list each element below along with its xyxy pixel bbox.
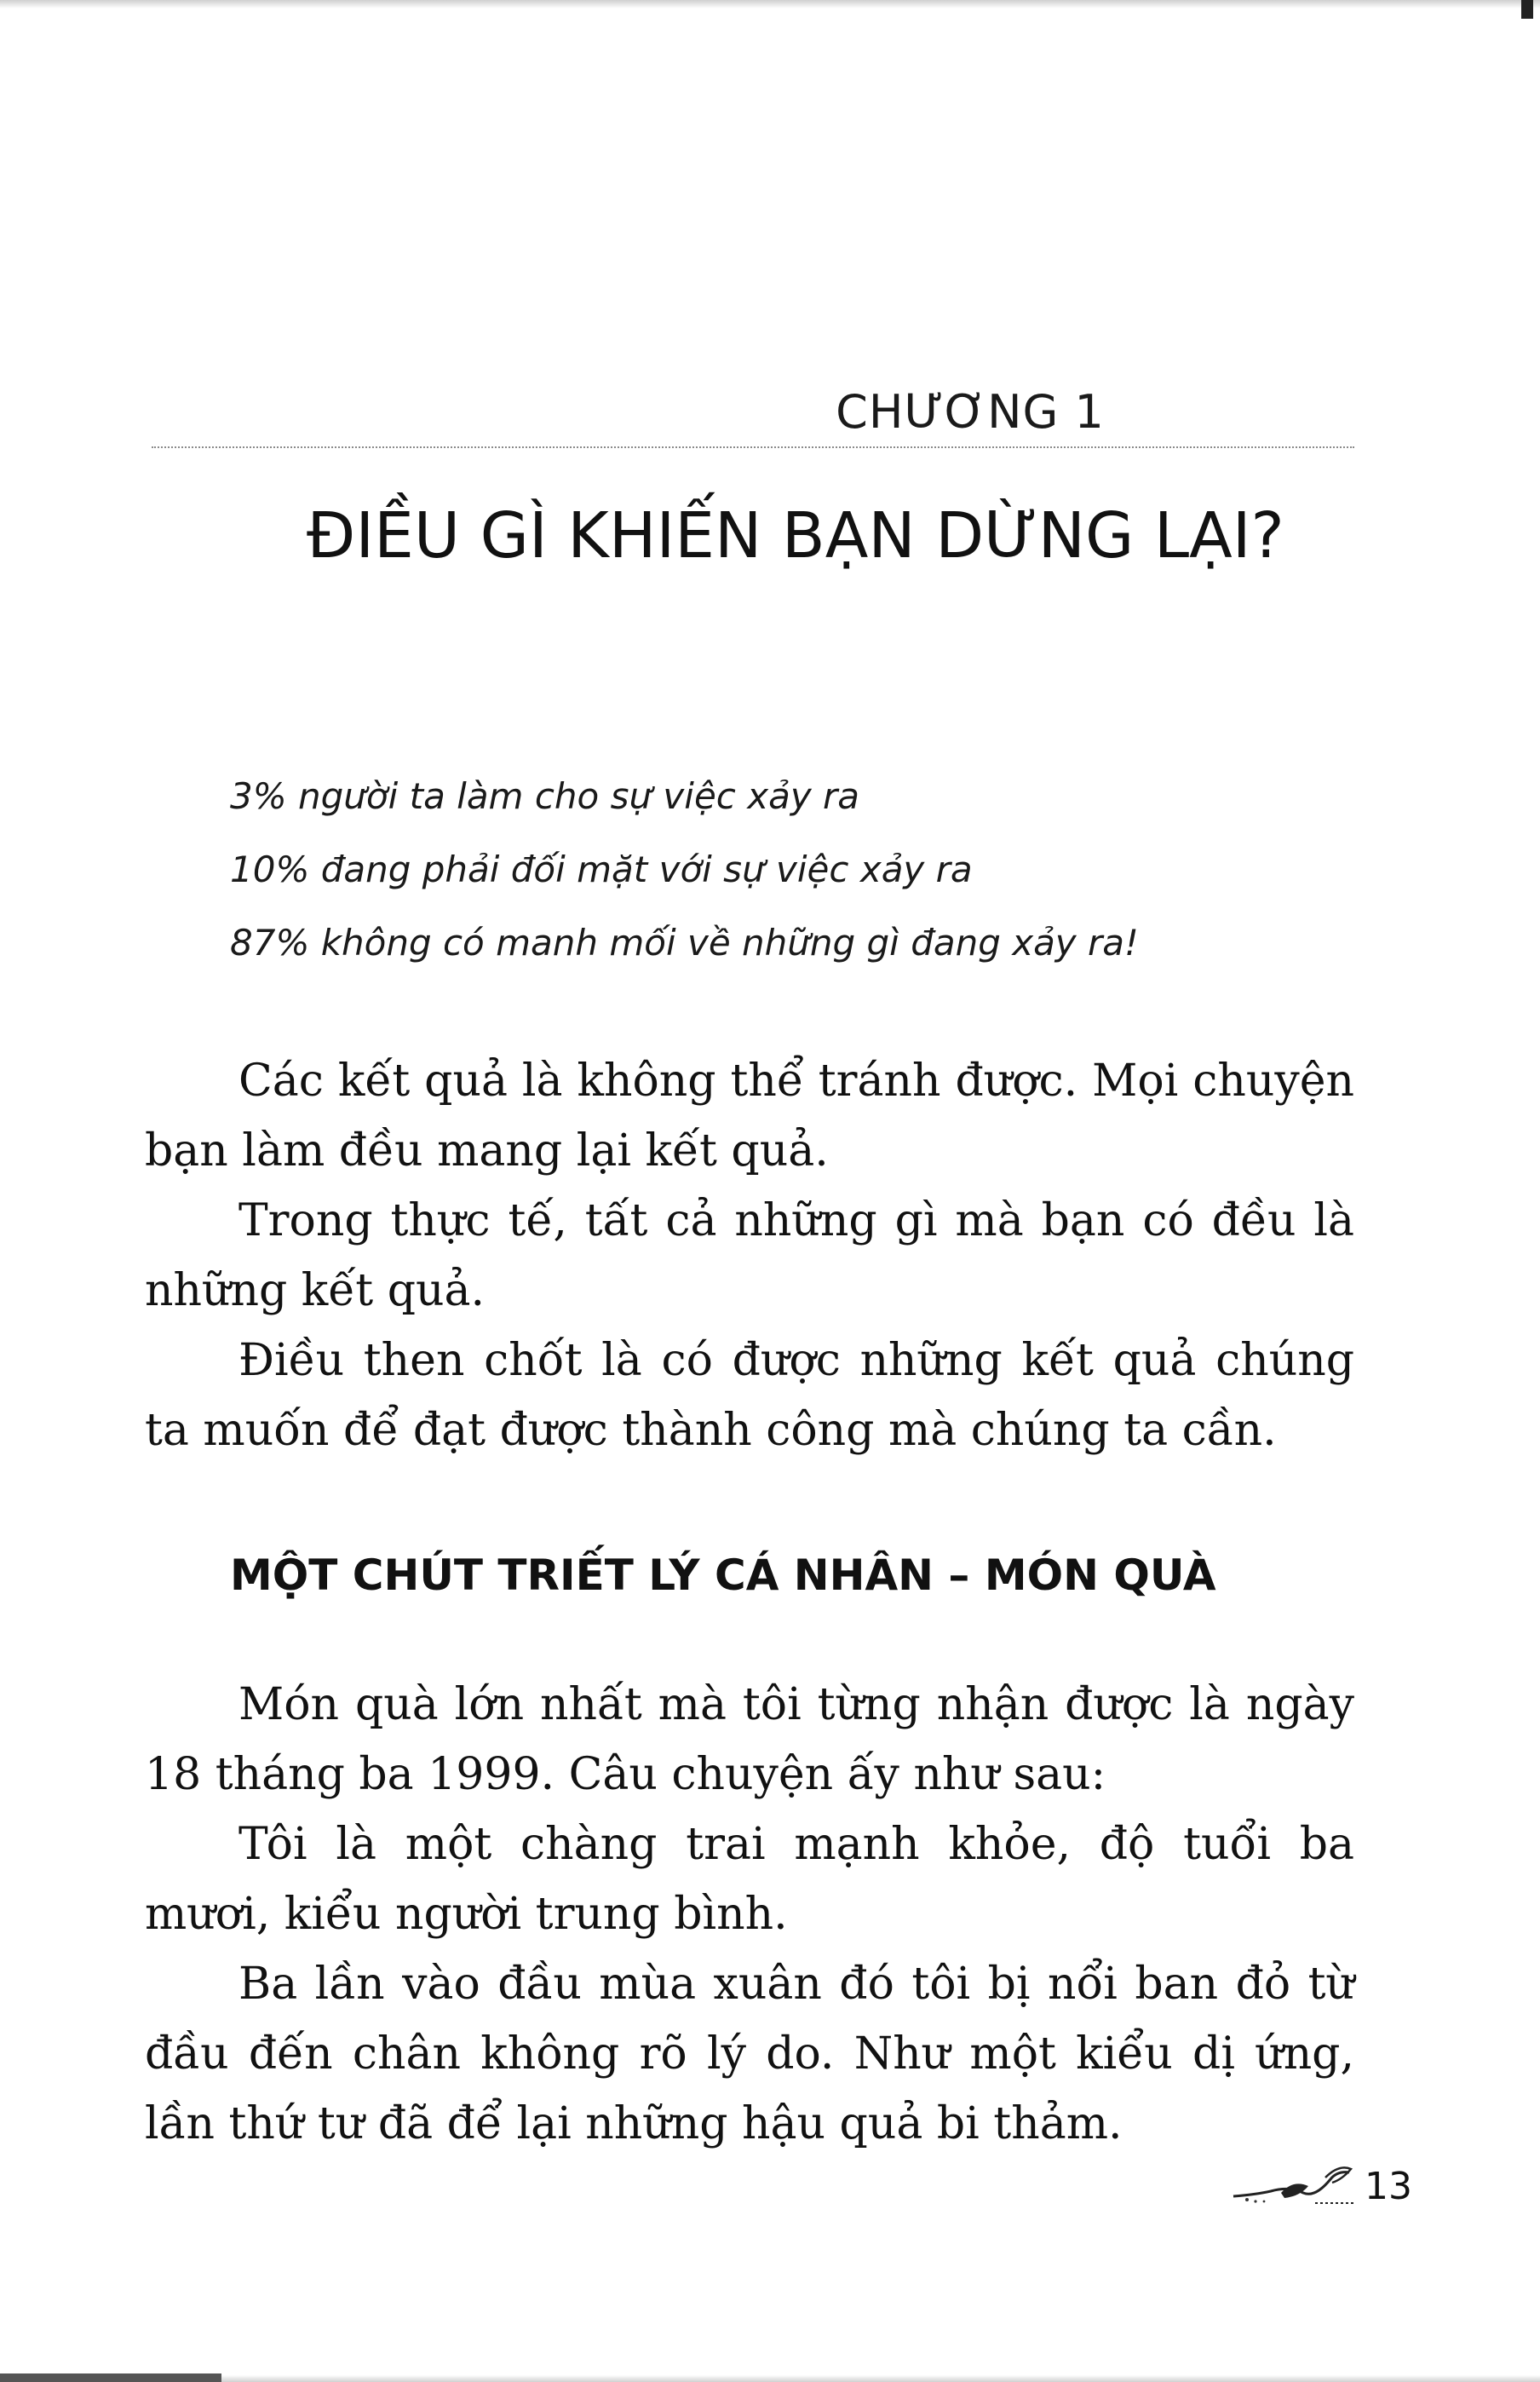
flourish-ornament-icon (1230, 2160, 1358, 2212)
stat-line: 3% người ta làm cho sự việc xảy ra (230, 775, 860, 817)
scan-bottom-mark (0, 2373, 221, 2382)
intro-paragraph: Các kết quả là không thể tránh được. Mọi chuyện bạn làm đều mang lại kết quả. (145, 1056, 1354, 1177)
stat-line: 87% không có manh mối về những gì đang xảy ra! (230, 922, 1139, 964)
intro-paragraph: Điều then chốt là có được những kết quả chúng ta muốn để đạt được thành công mà chúng ta cần. (145, 1335, 1354, 1456)
intro-paragraph: Trong thực tế, tất cả những gì mà bạn có đều là những kết quả. (145, 1195, 1354, 1316)
page-number: 13 (1365, 2164, 1412, 2208)
stats-list (230, 760, 1337, 980)
section-heading: MỘT CHÚT TRIẾT LÝ CÁ NHÂN – MÓN QUÀ (230, 1551, 1216, 1600)
page-top-edge (0, 0, 1540, 9)
scan-corner-mark (1521, 0, 1533, 19)
page-bottom-edge (0, 2375, 1540, 2382)
section-paragraph: Món quà lớn nhất mà tôi từng nhận được là ngày 18 tháng ba 1999. Câu chuyện ấy như sau: (145, 1679, 1354, 1800)
section-paragraph: Ba lần vào đầu mùa xuân đó tôi bị nổi ban đỏ từ đầu đến chân không rõ lý do. Như một kiểu dị ứng, lần thứ tư đã để lại những hậu quả bi thảm. (145, 1959, 1354, 2149)
chapter-title: ĐIỀU GÌ KHIẾN BẠN DỪNG LẠI? (307, 499, 1284, 572)
chapter-label: CHƯƠNG 1 (836, 385, 1105, 439)
section-paragraph: Tôi là một chàng trai mạnh khỏe, độ tuổi ba mươi, kiểu người trung bình. (145, 1819, 1354, 1940)
page-footer (1230, 2160, 1412, 2212)
stat-line: 10% đang phải đối mặt với sự việc xảy ra (230, 849, 973, 890)
chapter-divider (152, 446, 1354, 448)
